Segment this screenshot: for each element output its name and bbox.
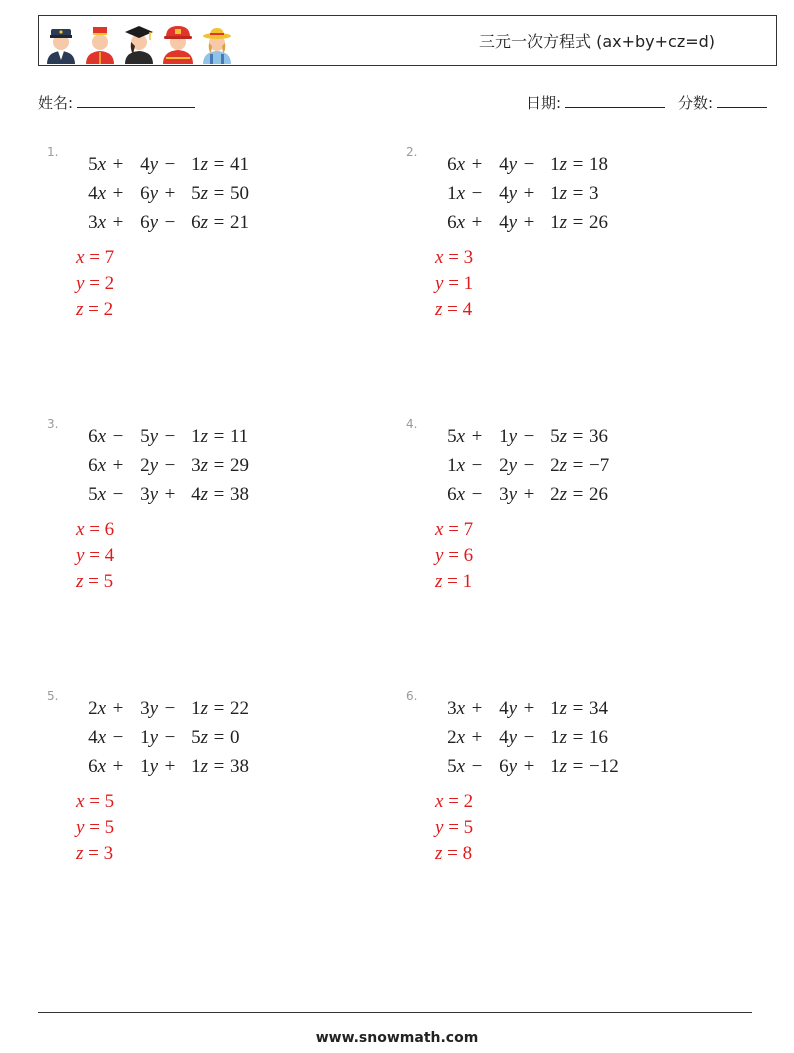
operator: − [112,425,124,447]
operator: − [471,483,483,505]
operator: + [112,755,124,777]
equation-system [435,150,608,237]
coef-z: 1 z [191,755,208,777]
coef-x: 6 x [88,425,106,447]
coef-y: 4 y [140,153,158,175]
coef-y: 4 y [499,726,517,748]
coef-x: 6 x [447,211,465,233]
coef-y: 2 y [140,454,158,476]
coef-y: 6 y [140,211,158,233]
graduate-icon [121,20,157,64]
equation [76,179,249,208]
operator: + [471,211,483,233]
rhs-value: 18 [589,153,608,175]
rhs-value: 3 [589,182,599,204]
answer-block [76,517,114,595]
operator: + [471,425,483,447]
operator: + [164,483,176,505]
coef-z: 2 z [550,483,567,505]
equals-sign: = [572,755,584,777]
score-blank[interactable] [717,92,767,108]
equals-sign: = [213,755,225,777]
coef-x: 6 x [88,454,106,476]
equals-sign: = [213,697,225,719]
coef-y: 3 y [140,697,158,719]
score-label: 分数: [678,94,714,112]
answer-x: x = 5 [76,791,115,812]
operator: − [523,454,535,476]
rhs-value: 16 [589,726,608,748]
equation [435,694,619,723]
answer-x: x = 3 [435,247,474,268]
rhs-value: 22 [230,697,249,719]
coef-z: 5 z [550,425,567,447]
rhs-value: 38 [230,483,249,505]
answer-x: x = 6 [76,519,115,540]
equals-sign: = [213,153,225,175]
equals-sign: = [572,211,584,233]
equation [76,422,249,451]
problem-number: 5. [47,689,59,703]
problem-number: 2. [406,145,418,159]
equation [76,480,249,509]
equals-sign: = [572,425,584,447]
coef-y: 6 y [499,755,517,777]
coef-y: 3 y [499,483,517,505]
answer-z: z = 8 [435,843,473,864]
date-label: 日期: [526,94,562,112]
operator: − [164,697,176,719]
rhs-value: 41 [230,153,249,175]
equals-sign: = [572,454,584,476]
equals-sign: = [572,153,584,175]
coef-y: 1 y [499,425,517,447]
rhs-value: 38 [230,755,249,777]
equals-sign: = [213,425,225,447]
answer-y: y = 4 [76,545,115,566]
problem-number: 3. [47,417,59,431]
problem-number: 6. [406,689,418,703]
equation [435,208,608,237]
equation [435,179,608,208]
coef-x: 6 x [447,153,465,175]
coef-y: 5 y [140,425,158,447]
coef-z: 1 z [191,425,208,447]
operator: − [164,211,176,233]
answer-block [435,517,473,595]
coef-x: 5 x [447,425,465,447]
operator: + [523,211,535,233]
equation [76,208,249,237]
answer-block [76,789,114,867]
equation-system [76,694,249,781]
bellhop-icon [82,20,118,64]
rhs-value: 34 [589,697,608,719]
answer-y: y = 5 [76,817,115,838]
operator: + [471,697,483,719]
rhs-value: 50 [230,182,249,204]
rhs-value: 26 [589,211,608,233]
operator: − [523,153,535,175]
equation [76,150,249,179]
date-blank[interactable] [565,92,665,108]
operator: − [164,726,176,748]
equals-sign: = [213,483,225,505]
coef-z: 1 z [550,755,567,777]
operator: + [471,726,483,748]
coef-x: 5 x [447,755,465,777]
header-box [38,15,777,66]
equation [76,723,249,752]
operator: + [112,454,124,476]
equation-system [76,150,249,237]
coef-z: 1 z [550,726,567,748]
coef-y: 2 y [499,454,517,476]
problem-number: 4. [406,417,418,431]
equals-sign: = [213,454,225,476]
footer-url: www.snowmath.com [315,1030,479,1046]
coef-x: 4 x [88,182,106,204]
operator: − [471,454,483,476]
equation [435,422,609,451]
coef-y: 3 y [140,483,158,505]
operator: + [112,697,124,719]
rhs-value: 11 [230,425,249,447]
coef-z: 1 z [191,697,208,719]
coef-y: 4 y [499,211,517,233]
operator: − [112,726,124,748]
footer-rule [38,1012,752,1013]
operator: + [523,182,535,204]
answer-y: y = 1 [435,273,474,294]
operator: + [523,755,535,777]
operator: + [523,483,535,505]
equals-sign: = [213,211,225,233]
rhs-value: −7 [589,454,610,476]
coef-x: 5 x [88,153,106,175]
answer-z: z = 2 [76,299,114,320]
coef-x: 2 x [88,697,106,719]
coef-x: 3 x [447,697,465,719]
operator: + [112,153,124,175]
score-field [678,92,767,113]
equation [435,480,609,509]
operator: − [523,726,535,748]
coef-x: 2 x [447,726,465,748]
coef-z: 1 z [550,697,567,719]
name-field [38,92,195,113]
equals-sign: = [572,697,584,719]
answer-y: y = 6 [435,545,474,566]
coef-y: 1 y [140,726,158,748]
equation [76,752,249,781]
name-label: 姓名: [38,94,74,112]
avatar-strip [43,20,235,64]
coef-x: 3 x [88,211,106,233]
equation [76,451,249,480]
name-blank[interactable] [77,92,195,108]
sheet-title: 三元一次方程式 (ax+by+cz=d) [479,32,716,51]
answer-block [435,245,473,323]
coef-z: 1 z [191,153,208,175]
coef-z: 1 z [550,182,567,204]
coef-x: 5 x [88,483,106,505]
equation [435,451,609,480]
answer-x: x = 7 [76,247,115,268]
answer-block [435,789,473,867]
coef-y: 6 y [140,182,158,204]
problem-number: 1. [47,145,59,159]
equation [76,694,249,723]
operator: − [471,755,483,777]
answer-z: z = 1 [435,571,473,592]
operator: − [164,153,176,175]
coef-z: 2 z [550,454,567,476]
rhs-value: 21 [230,211,249,233]
equals-sign: = [572,182,584,204]
answer-z: z = 3 [76,843,114,864]
rhs-value: 26 [589,483,608,505]
equation-system [435,422,609,509]
equals-sign: = [572,483,584,505]
coef-z: 3 z [191,454,208,476]
firefighter-icon [160,20,196,64]
operator: + [471,153,483,175]
operator: + [164,755,176,777]
operator: + [164,182,176,204]
coef-z: 5 z [191,182,208,204]
operator: − [471,182,483,204]
answer-y: y = 5 [435,817,474,838]
equation-system [435,694,619,781]
answer-x: x = 7 [435,519,474,540]
answer-x: x = 2 [435,791,474,812]
coef-z: 4 z [191,483,208,505]
farmer-icon [199,20,235,64]
coef-x: 1 x [447,454,465,476]
coef-y: 4 y [499,153,517,175]
coef-x: 4 x [88,726,106,748]
equation-system [76,422,249,509]
coef-x: 6 x [88,755,106,777]
coef-z: 1 z [550,153,567,175]
equals-sign: = [572,726,584,748]
equation [435,752,619,781]
police-officer-icon [43,20,79,64]
equation [435,723,619,752]
coef-z: 1 z [550,211,567,233]
coef-y: 1 y [140,755,158,777]
answer-z: z = 5 [76,571,114,592]
equals-sign: = [213,726,225,748]
operator: + [523,697,535,719]
answer-z: z = 4 [435,299,473,320]
operator: + [112,211,124,233]
rhs-value: −12 [589,755,619,777]
answer-block [76,245,114,323]
rhs-value: 0 [230,726,240,748]
equals-sign: = [213,182,225,204]
operator: − [112,483,124,505]
operator: + [112,182,124,204]
operator: − [164,425,176,447]
operator: − [523,425,535,447]
rhs-value: 29 [230,454,249,476]
coef-y: 4 y [499,182,517,204]
date-field [526,92,665,113]
operator: − [164,454,176,476]
coef-y: 4 y [499,697,517,719]
rhs-value: 36 [589,425,608,447]
answer-y: y = 2 [76,273,115,294]
coef-x: 6 x [447,483,465,505]
coef-z: 5 z [191,726,208,748]
coef-x: 1 x [447,182,465,204]
coef-z: 6 z [191,211,208,233]
equation [435,150,608,179]
